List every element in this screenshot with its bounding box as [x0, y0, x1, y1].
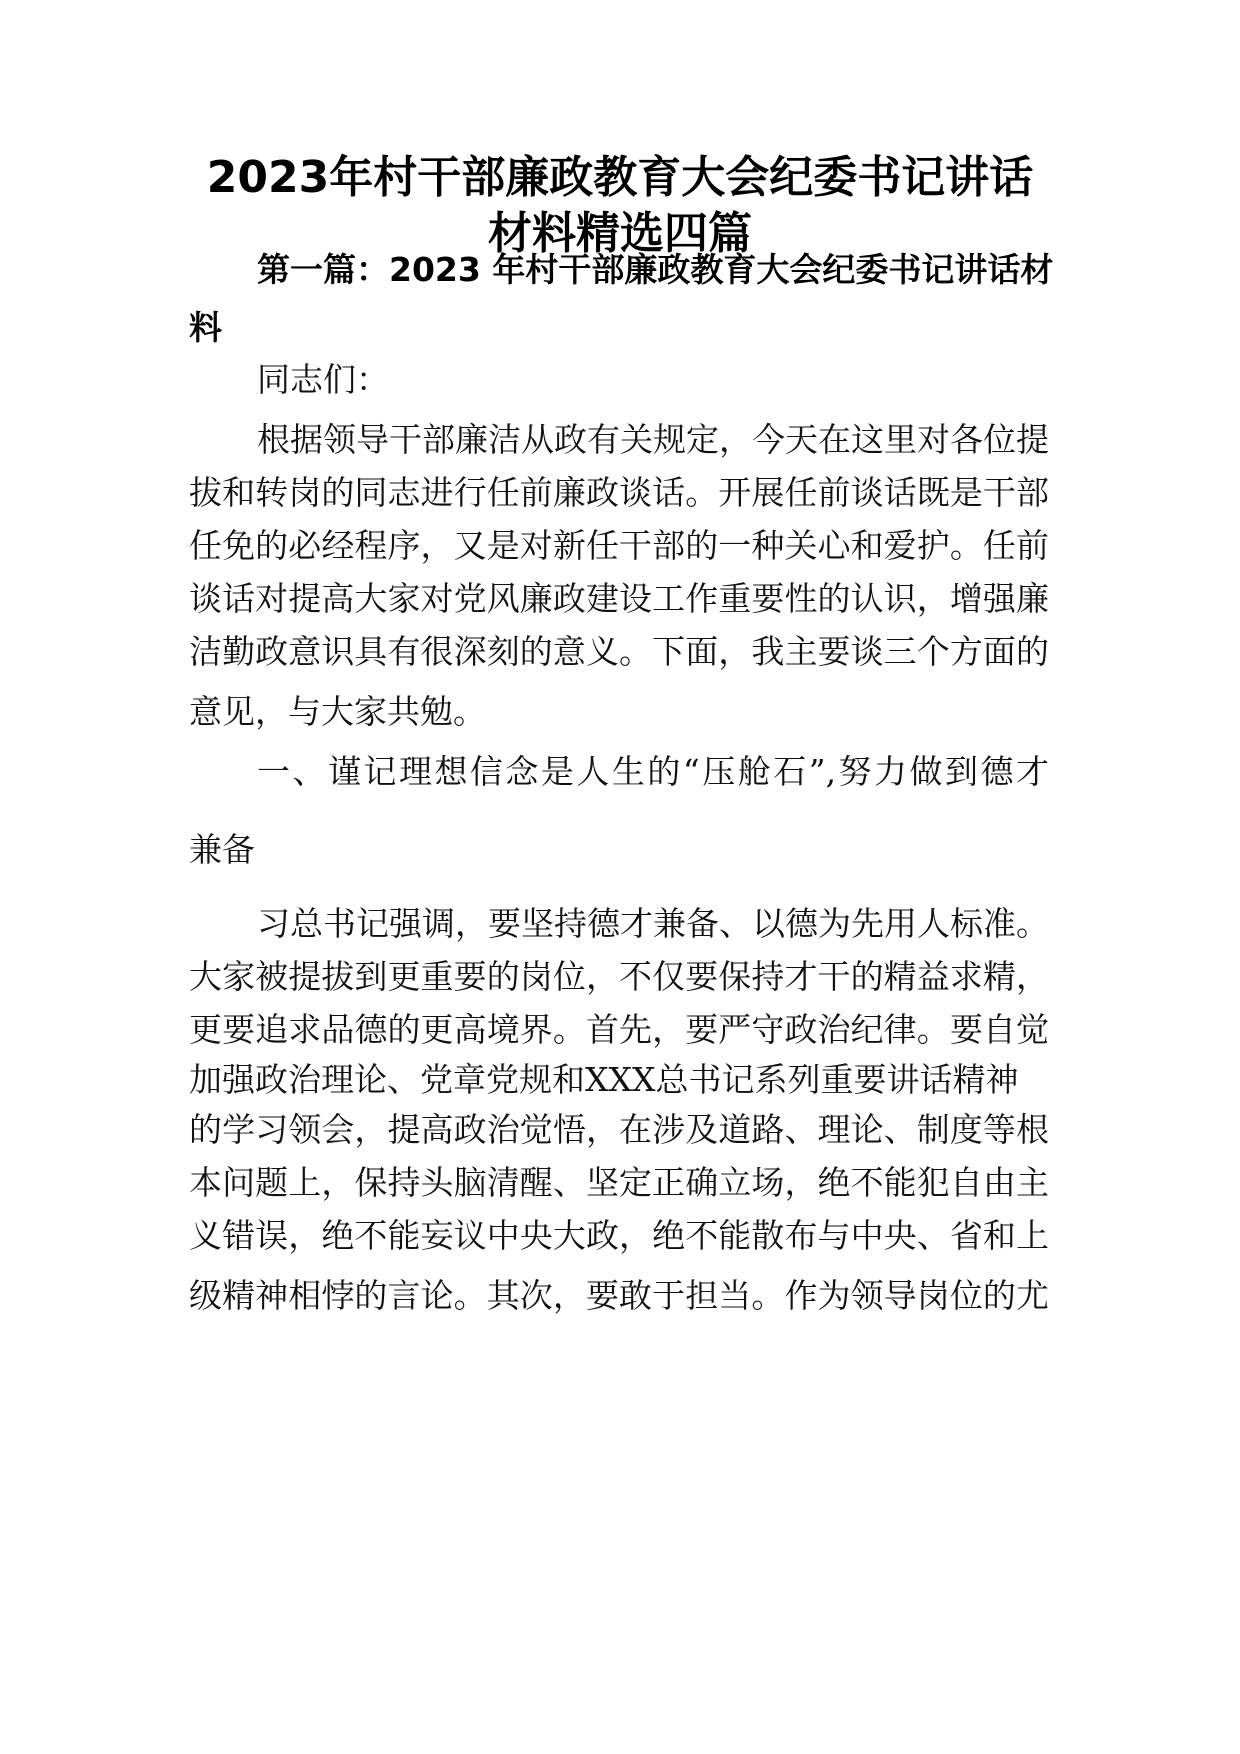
paragraph-1-line-5: 洁勤政意识具有很深刻的意义。下面，我主要谈三个方面的	[189, 632, 1049, 671]
paragraph-2-line-1: 习总书记强调，要坚持德才兼备、以德为先用人标准。	[257, 904, 1049, 943]
paragraph-2-line-3: 更要追求品德的更高境界。首先，要严守政治纪律。要自觉	[189, 1010, 1049, 1049]
paragraph-1-line-2: 拔和转岗的同志进行任前廉政谈话。开展任前谈话既是干部	[189, 473, 1049, 512]
paragraph-1-line-6: 意见，与大家共勉。	[189, 692, 486, 731]
salutation: 同志们：	[257, 360, 389, 399]
paragraph-2-line-2: 大家被提拔到更重要的岗位，不仅要保持才干的精益求精，	[189, 957, 1049, 996]
paragraph-2-line-6: 本问题上，保持头脑清醒、坚定正确立场，绝不能犯自由主	[189, 1163, 1049, 1202]
paragraph-2-line-4: 加强政治理论、党章党规和XXX总书记系列重要讲话精神	[189, 1060, 1019, 1099]
paragraph-2-line-5: 的学习领会，提高政治觉悟，在涉及道路、理论、制度等根	[189, 1110, 1049, 1149]
section-heading-line-2: 料	[189, 308, 222, 347]
paragraph-1-line-3: 任免的必经程序，又是对新任干部的一种关心和爱护。任前	[189, 526, 1049, 565]
subheading-line-2: 兼备	[189, 830, 255, 869]
document-title-line-2: 材料精选四篇	[488, 208, 752, 259]
subheading-line-1: 一、谨记理想信念是人生的“压舱石”,努力做到德才	[257, 752, 1049, 791]
section-heading-line-1: 第一篇：2023 年村干部廉政教育大会纪委书记讲话材	[257, 250, 1054, 289]
document-title-line-1: 2023年村干部廉政教育大会纪委书记讲话	[206, 152, 1034, 203]
paragraph-1-line-4: 谈话对提高大家对党风廉政建设工作重要性的认识，增强廉	[189, 579, 1049, 618]
paragraph-1-line-1: 根据领导干部廉洁从政有关规定，今天在这里对各位提	[257, 420, 1049, 459]
paragraph-2-line-7: 义错误，绝不能妄议中央大政，绝不能散布与中央、省和上	[189, 1216, 1049, 1255]
paragraph-2-line-8: 级精神相悖的言论。其次，要敢于担当。作为领导岗位的尤	[189, 1276, 1049, 1315]
